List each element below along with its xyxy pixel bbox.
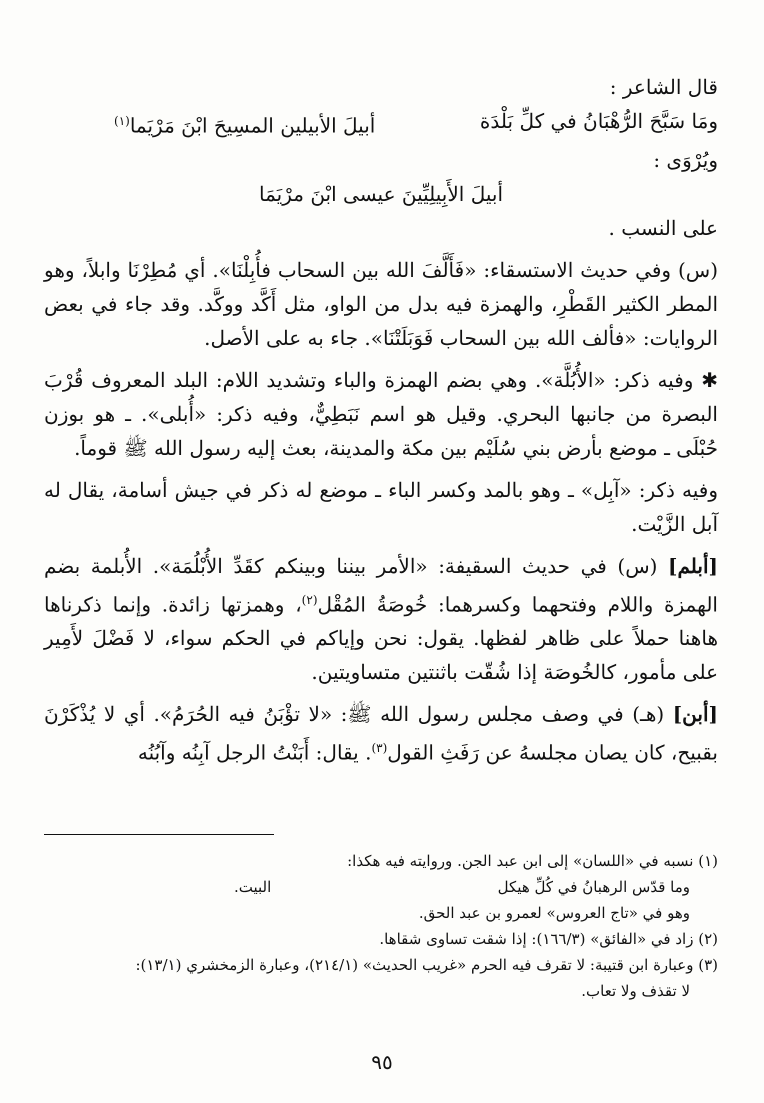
footnote-1-source: وهو في «تاج العروس» لعمرو بن عبد الحق. [418, 904, 690, 922]
yurwa-label: ويُرْوَى : [653, 147, 718, 172]
entry-head-ablam: [أبلم] [668, 553, 718, 578]
paragraph-ubulla: ✱ وفيه ذكر: «الأُبُلَّة». وهي بضم الهمزة والباء وتشديد اللام: البلد المعروف قُرْبَ البصرة من جانبها البحري. وقيل هو اسم نَبَطِيٌّ، وفيه ذكر: «أُبلى». ـ هو بوزن حُبْلَى ـ موضع بأرض بني سُلَيْم بين مكة والمدينة، بعث إليه رسول الله ﷺ قوماً. [44, 367, 718, 460]
footnote-ref-2[interactable]: (٢) [301, 592, 318, 607]
paragraph-ablam: [أبلم] (س) في حديث السقيفة: «الأمر بيننا وبينكم كقَدِّ الأُبْلُمَة». الأُبلمة بضم الهمزة واللام وفتحهما وكسرهما: خُوصَةُ المُقْل$^{(٢)}$، وهمزتها زائدة. وإنما ذكرناها هاهنا حملاً على ظاهر لفظها. يقول: نحن وإياكم في الحكم سواء، لا فَضْلَ لأَمِير على مأمور، كالخُوصَة إذا شُقّت باثنتين متساويتين. [44, 553, 718, 685]
footnote-1: (١) نسبه في «اللسان» إلى ابن عبد الجن. وروايته فيه هكذا: [347, 852, 718, 870]
alternate-verse: أبيلَ الأَبِيلِيِّينَ عيسى ابْنَ مرْيَمَا [258, 181, 503, 206]
main-text [44, 70, 718, 770]
page-number: ٩٥ [371, 1050, 393, 1074]
entry-head-abn: [أبن] [672, 702, 718, 727]
footnotes [44, 848, 718, 1004]
paragraph-istisqa: (س) وفي حديث الاستسقاء: «فَأَلَّفَ الله بين السحاب فأُبِلْنَا». أي مُطِرْنَا وابلاً، وهو المطر الكثير القَطْرِ، والهمزة فيه بدل من الواو، مثل أَكَّد ووكَّد. وقد جاء في بعض الروايات: «فألف الله بين السحاب فَوَبَلَتْنَا». جاء به على الأصل. [44, 257, 718, 350]
footnote-ref-3[interactable]: (٣) [371, 741, 388, 756]
footnote-ref-1[interactable]: (١) [114, 114, 130, 128]
footnote-3: (٣) وعبارة ابن قتيبة: لا تقرف فيه الحرم «غريب الحديث» (٢١٤/١)، وعبارة الزمخشري (١٣/١): [135, 956, 718, 974]
verse-second-hemistich: أبيلَ الأبيلين المسِيحَ ابْنَ مَرْيَما$^{(١)}$ [114, 113, 376, 138]
paragraph-abil: وفيه ذكر: «آبِل» ـ وهو بالمد وكسر الباء ـ موضع له ذكر في جيش أسامة، يقال له آبل الزَّيْت. [44, 477, 718, 536]
footnote-divider [44, 834, 274, 835]
footnote-2: (٢) زاد في «الفائق» (١٦٦/٣): إذا شقت تساوى شقاها. [379, 930, 718, 948]
footnote-1-verse: وما قدّس الرهبانُ في كُلِّ هيكل البيت. [234, 878, 690, 896]
footnote-3-cont: لا تقذف ولا تعاب. [581, 982, 690, 1000]
poet-intro: قال الشاعر : [609, 75, 718, 99]
on-nasab-text: على النسب . [608, 215, 718, 240]
paragraph-abn: [أبن] (هـ) في وصف مجلس رسول الله ﷺ: «لا تؤْبَنُ فيه الحُرَمُ». أي لا يُذْكَرْنَ بقبيح، كان يصان مجلسهُ عن رَفَثِ القول$^{(٣)}$. يقال: أَبَنْتُ الرجل آبِنُه وآبُنُه [44, 702, 718, 765]
verse-first-hemistich: ومَا سَبَّحَ الرُّهْبَانُ في كلِّ بَلْدَة [479, 109, 718, 133]
verse-line [44, 104, 718, 143]
